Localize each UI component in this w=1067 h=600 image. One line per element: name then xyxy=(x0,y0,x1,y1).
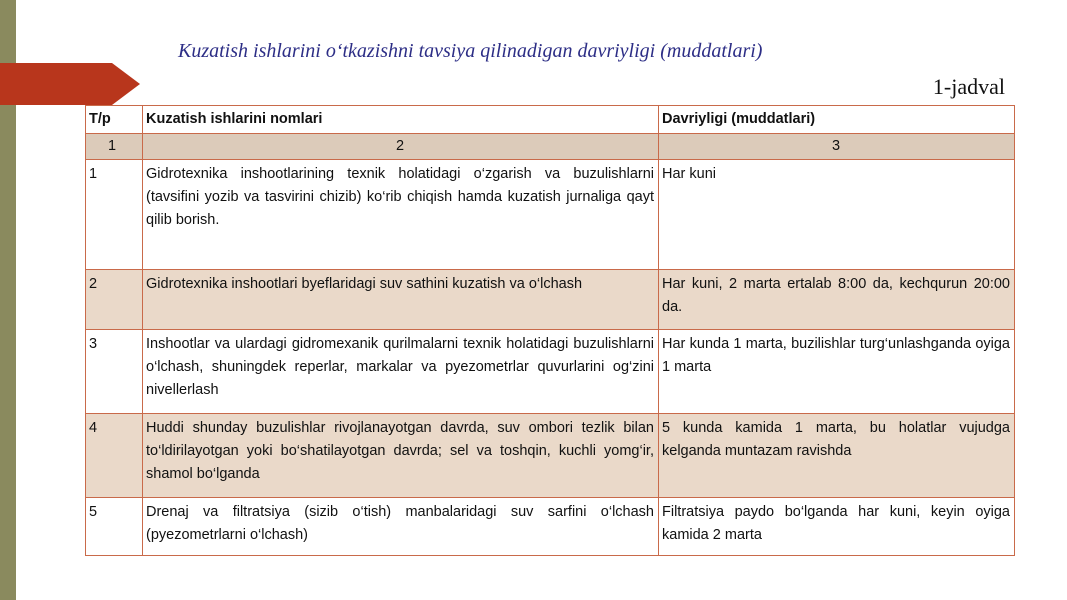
row-name-cell: Huddi shunday buzulishlar rivojlanayotgan davrda, suv ombori tezlik bilan to‘ldirilayotgan yoki bo‘shatilayotgan davrda; sel va toshqin, kuchli yomg‘ir, shamol bo‘lganda xyxy=(143,414,659,498)
table-row xyxy=(86,160,1015,270)
row-name-cell: Gidrotexnika inshootlarining texnik holatidagi o‘zgarish va buzulishlarni (tavsifini yozib va tasvirini chizib) ko‘rib chiqish hamda kuzatish jurnaliga qayt qilib borish. xyxy=(143,160,659,270)
table-header-row xyxy=(86,106,1015,134)
header-cell-period: Davriyligi (muddatlari) xyxy=(659,106,1015,134)
row-period-cell: 5 kunda kamida 1 marta, bu holatlar vujudga kelganda muntazam ravishda xyxy=(659,414,1015,498)
header-cell-number: T/p xyxy=(86,106,143,134)
header-cell-name: Kuzatish ishlarini nomlari xyxy=(143,106,659,134)
table-row xyxy=(86,330,1015,414)
column-number-cell: 3 xyxy=(659,134,1015,160)
row-name-cell: Inshootlar va ulardagi gidromexanik qurilmalarni texnik holatidagi buzulishlarni o‘lchash, shuningdek reperlar, markalar va pyezometrlar quvurlarini og‘zini nivellerlash xyxy=(143,330,659,414)
table-label: 1-jadval xyxy=(932,74,1005,99)
row-number-cell: 5 xyxy=(86,498,143,556)
row-period-cell: Filtratsiya paydo bo‘lganda har kuni, keyin oyiga kamida 2 marta xyxy=(659,498,1015,556)
column-number-cell: 2 xyxy=(143,134,659,160)
table-row xyxy=(86,270,1015,330)
column-number-row xyxy=(86,134,1015,160)
row-name-cell: Gidrotexnika inshootlari byeflaridagi suv sathini kuzatish va o‘lchash xyxy=(143,270,659,330)
row-period-cell: Har kuni, 2 marta ertalab 8:00 da, kechqurun 20:00 da. xyxy=(659,270,1015,330)
table-row xyxy=(86,498,1015,556)
schedule-table xyxy=(85,105,1015,556)
row-number-cell: 3 xyxy=(86,330,143,414)
table-row xyxy=(86,414,1015,498)
row-name-cell: Drenaj va filtratsiya (sizib o‘tish) manbalaridagi suv sarfini o‘lchash (pyezometrlarni o‘lchash) xyxy=(143,498,659,556)
row-period-cell: Har kunda 1 marta, buzilishlar turg‘unlashganda oyiga 1 marta xyxy=(659,330,1015,414)
document-title: Kuzatish ishlarini o‘tkazishni tavsiya qilinadigan davriyligi (muddatlari) xyxy=(178,40,763,62)
row-number-cell: 1 xyxy=(86,160,143,270)
row-number-cell: 2 xyxy=(86,270,143,330)
accent-arrow-shape xyxy=(0,63,140,105)
column-number-cell: 1 xyxy=(86,134,143,160)
row-period-cell: Har kuni xyxy=(659,160,1015,270)
row-number-cell: 4 xyxy=(86,414,143,498)
